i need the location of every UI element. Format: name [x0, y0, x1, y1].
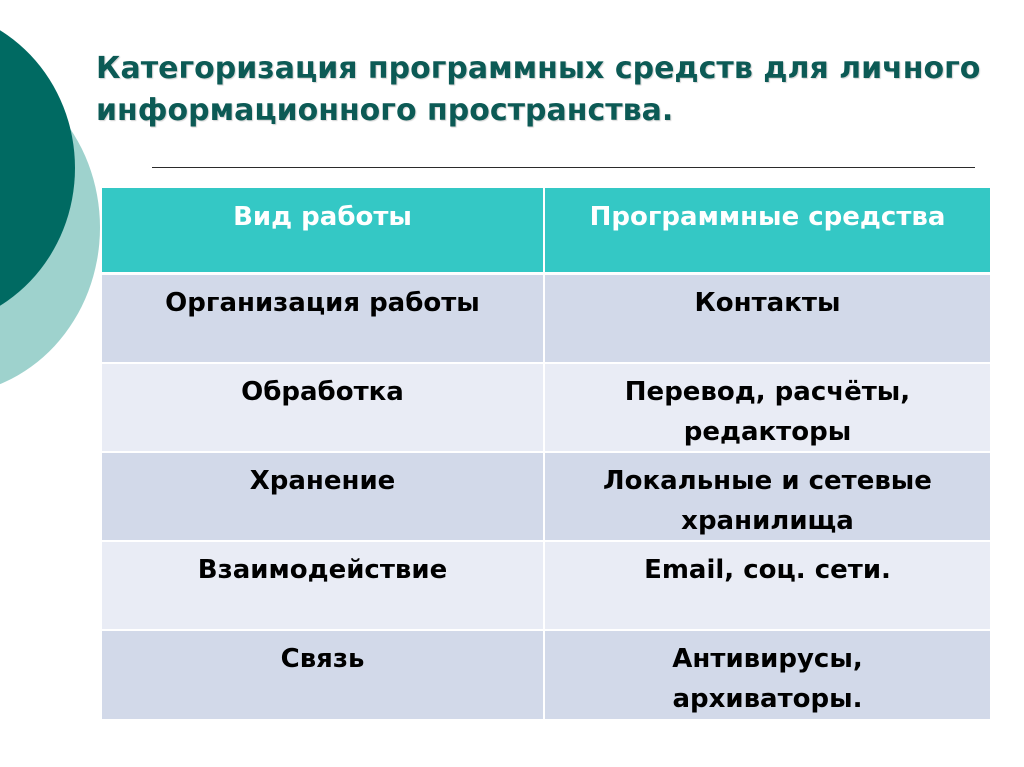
- table-cell-software: [545, 453, 992, 542]
- table-cell-work-type: Взаимодействие: [100, 542, 545, 631]
- table-cell-work-type: Хранение: [100, 453, 545, 542]
- table-cell-text: Антивирусы, архиваторы.: [672, 644, 863, 714]
- table-cell-text: Локальные и сетевые хранилища: [603, 466, 932, 536]
- table-cell-text: Перевод, расчёты, редакторы: [624, 377, 911, 447]
- table-header-software: Программные средства: [545, 186, 992, 275]
- table-cell-software: [545, 364, 992, 453]
- table-cell-software: [545, 631, 992, 721]
- table-cell-software: Контакты: [545, 275, 992, 364]
- title-divider: [152, 167, 975, 168]
- table-cell-work-type: Связь: [100, 631, 545, 721]
- table-cell-work-type: Организация работы: [100, 275, 545, 364]
- table-cell-software: Email, соц. сети.: [545, 542, 992, 631]
- slide-title: Категоризация программных средств для личного информационного пространства.: [96, 51, 981, 128]
- categorization-table: [100, 186, 992, 721]
- table-header-work-type: Вид работы: [100, 186, 545, 275]
- table-cell-work-type: Обработка: [100, 364, 545, 453]
